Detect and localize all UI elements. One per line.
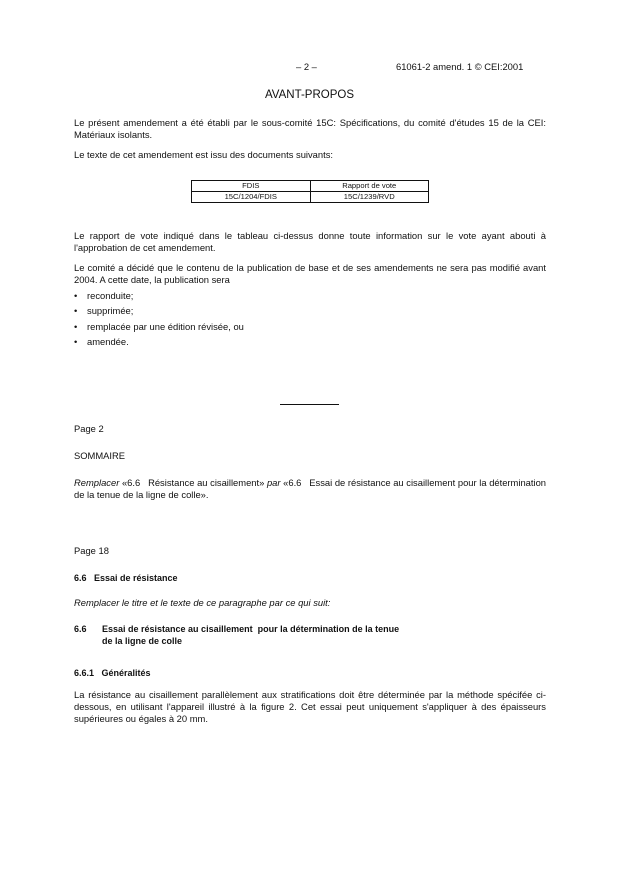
heading-number: 6.6 [74,624,87,634]
paragraph: Le rapport de vote indiqué dans le tableau ci-dessus donne toute information sur le vote ayant abouti à l'approbation de cet amendement. [74,230,546,253]
table-row [192,192,429,203]
document-reference: 61061-2 amend. 1 © CEI:2001 [396,61,524,72]
replacement-instruction: Remplacer le titre et le texte de ce paragraphe par ce qui suit: [74,597,331,608]
replacement-instruction [74,477,549,501]
list-item: • reconduite; [74,290,546,305]
old-text: «6.6 Résistance au cisaillement» [119,477,267,488]
list-item: • remplacée par une édition révisée, ou [74,321,546,336]
page-number: – 2 – [296,61,317,72]
table-header: Rapport de vote [310,181,429,192]
new-heading-line: de la ligne de colle [102,636,183,646]
old-heading: 6.6 Essai de résistance [74,573,178,583]
sub-heading: 6.6.1 Généralités [74,668,151,678]
documents-table [191,180,429,203]
instruction-word: par [266,477,281,488]
list-item: • amendée. [74,336,546,351]
paragraph: Le comité a décidé que le contenu de la publication de base et de ses amendements ne sera pas modifié avant 2004. A cette date, la publication sera [74,262,546,285]
paragraph: La résistance au cisaillement parallèlement aux stratifications doit être déterminée par la méthode spécifée ci-dessous, en utilisant l'appareil illustré à la figure 2. Cet essai peut uniquement s'appliquer à des épaisseurs supérieures ou égales à 20 mm. [74,689,546,724]
paragraph: Le présent amendement a été établi par le sous-comité 15C: Spécifications, du comité d'études 15 de la CEI: Matériaux isolants. [74,117,546,140]
new-text: «6.6 Essai de résistance au cisaillement pour la détermination de la tenue de la ligne de colle». [74,477,549,500]
page-reference: Page 18 [74,545,109,556]
table-header: FDIS [192,181,311,192]
new-heading-line: Essai de résistance au cisaillement pour la détermination de la tenue [102,624,400,634]
table-header-row [192,181,429,192]
page-reference: Page 2 [74,423,104,434]
divider [280,404,339,405]
table-cell: 15C/1204/FDIS [192,192,311,203]
new-heading [102,623,546,647]
section-label: SOMMAIRE [74,450,126,461]
instruction-word: Remplacer [74,477,120,488]
page-title: AVANT-PROPOS [264,89,355,101]
table-cell: 15C/1239/RVD [310,192,429,203]
paragraph: Le texte de cet amendement est issu des documents suivants: [74,149,333,160]
list-item: • supprimée; [74,305,546,320]
bullet-list [74,290,546,351]
